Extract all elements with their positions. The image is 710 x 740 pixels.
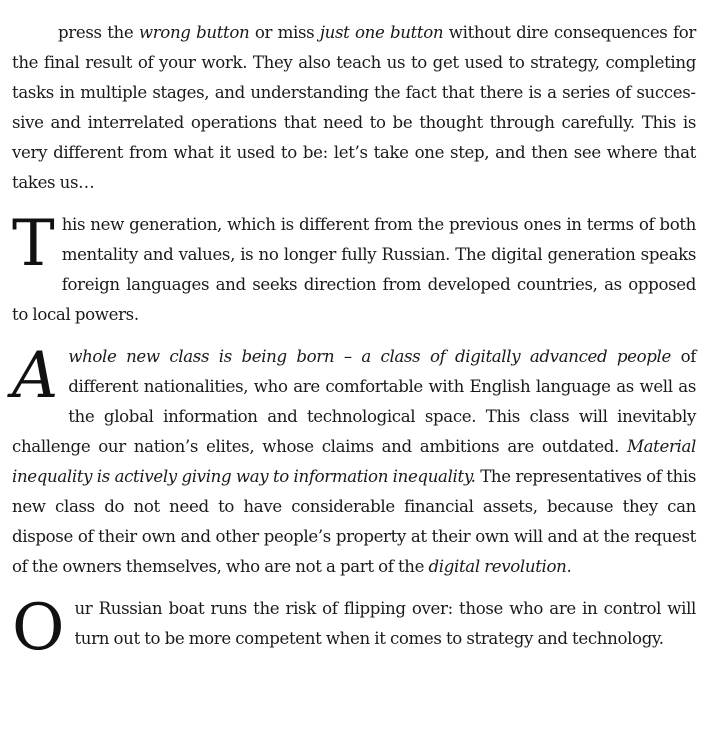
paragraph-continuation — [12, 18, 696, 198]
document-page — [12, 18, 697, 665]
paragraph-russian-boat — [12, 591, 696, 665]
emphasis-wrong-button: wrong button — [138, 23, 250, 42]
text-run: press the — [58, 23, 139, 42]
paragraph-new-class — [12, 339, 696, 582]
text-run: of different nationalities, who are comfortable with English language as well as the global information and technological space. This class will inevitably challenge our nation’s elites, whose claims and ambitions are outdated. — [12, 347, 696, 456]
text-run: or miss — [249, 23, 320, 42]
text-run: ur Russian boat runs the risk of flipping over: those who are in control will turn out to be more competent when it comes to strategy and technology. — [74, 599, 696, 648]
emphasis-new-class: whole new class is being born – a class of digitally advanced people — [68, 347, 671, 366]
drop-cap-a: A — [12, 339, 59, 413]
emphasis-material-inequality: Material inequality is actively giving way to information inequality. — [12, 437, 696, 486]
emphasis-digital-revolution: digital revolution — [428, 557, 567, 576]
text-run: without dire consequences for the final result of your work. They also teach us to get used to strategy, completing tasks in multiple stages, and understanding the fact that there is a series of successive and interrelated operations that need to be thought through carefully. This is very different from what it used to be: let’s take one step, and then see where that takes us… — [12, 23, 697, 192]
text-run: his new generation, which is different from the previous ones in terms of both mentality and values, is no longer fully Russian. The digital generation speaks foreign languages and seeks direction from developed countries, as opposed to local powers. — [12, 215, 696, 324]
drop-cap-t: T — [12, 207, 55, 281]
drop-cap-o: O — [12, 591, 65, 665]
text-run: . — [566, 557, 572, 576]
emphasis-just-one-button: just one button — [319, 23, 444, 42]
paragraph-new-generation — [12, 207, 696, 330]
text-run: The representatives of this new class do not need to have considerable financial assets, because they can dispose of their own and other people’s property at their own will and at the request of the owners themselves, who are not a part of the — [12, 467, 696, 576]
